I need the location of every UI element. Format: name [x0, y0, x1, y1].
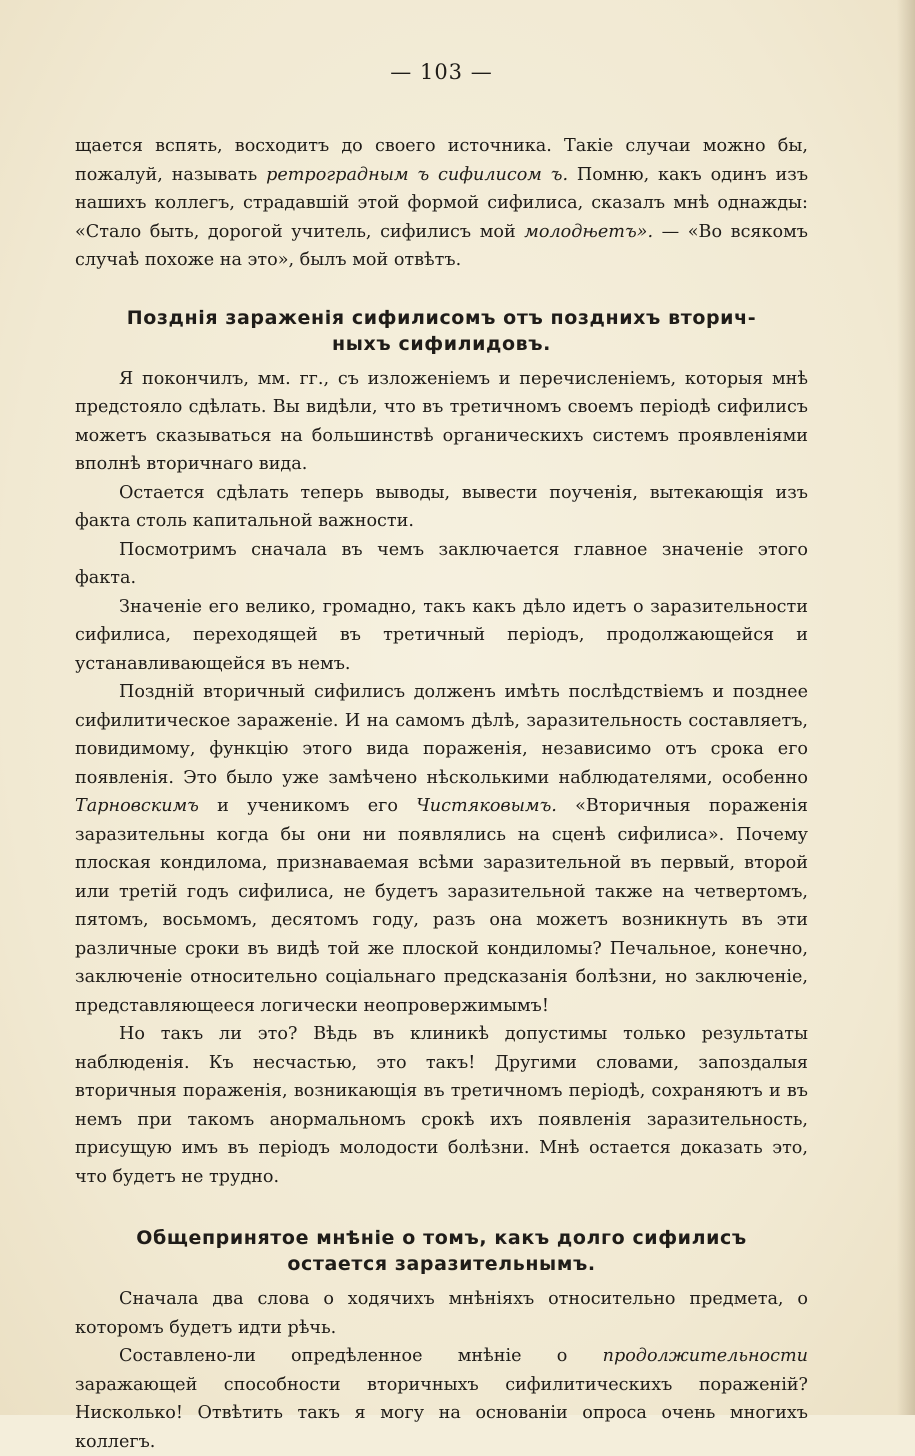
opening-text-2: Помню, какъ одинъ изъ нашихъ коллегъ, страдавшій этой формой сифилиса, сказалъ мнѣ однажды: «Стало быть, дорогой учитель, сифилисъ мой — [75, 164, 809, 242]
paragraph-5 — [75, 678, 808, 1020]
paragraph-7: Сначала два слова о ходячихъ мнѣніяхъ относительно предмета, о которомъ будетъ идти рѣчь. — [75, 1289, 808, 1338]
paragraph-3: Посмотримъ сначала въ чемъ заключается главное значеніе этого факта. — [75, 539, 808, 588]
paragraph-1: Я покончилъ, мм. гг., съ изложеніемъ и перечисленіемъ, которыя мнѣ предстояло сдѣлать. Вы видѣли, что въ третичномъ своемъ періодѣ сифилисъ можетъ сказываться на большинствѣ органическихъ системъ проявленіями вполнѣ вторичнаго вида. — [75, 368, 808, 474]
paragraph-8-text-1: Составлено-ли опредѣленное мнѣніе о — [119, 1346, 603, 1366]
author-name-chistyakov: Чистяковымъ. — [416, 796, 557, 816]
section-heading-late-infection — [75, 305, 808, 357]
section-heading-line-1: Позднія зараженія сифилисомъ отъ позднихъ вторич- — [126, 306, 757, 329]
opening-text-1: щается вспять, восходитъ до своего источника. Такіе случаи можно бы, пожалуй, называть — [75, 136, 808, 185]
opening-italic-term-1: ретроградным ъ сифилисом ъ. — [266, 164, 569, 185]
section-heading-common-opinion — [75, 1225, 808, 1277]
opening-text-3: — «Во всякомъ случаѣ похоже на это», былъ мой отвѣтъ. — [75, 221, 808, 270]
paragraph-4: Значеніе его велико, громадно, такъ какъ дѣло идетъ о заразительности сифилиса, переходящей въ третичный періодъ, продолжающейся и устанавливающейся въ немъ. — [75, 596, 808, 674]
paragraph-5-text-1: Поздній вторичный сифилисъ долженъ имѣть послѣдствіемъ и позднее сифилитическое зараженіе. И на самомъ дѣлѣ, заразительность составляетъ, повидимому, функцію этого вида пораженія, независимо отъ срока его появленія. Это было уже замѣчено нѣсколькими наблюдателями, особенно — [75, 682, 808, 788]
paragraph-6: Но такъ ли это? Вѣдь въ клиникѣ допустимы только результаты наблюденія. Къ несчастью, это такъ! Другими словами, запоздалыя вторичныя пораженія, возникающія въ третичномъ періодѣ, сохраняютъ и въ немъ при такомъ анормальномъ срокѣ ихъ появленія заразительность, присущую имъ въ періодъ молодости болѣзни. Мнѣ остается доказать это, что будетъ не трудно. — [75, 1024, 808, 1187]
section-heading-line-2: остается заразительнымъ. — [287, 1253, 596, 1275]
opening-italic-term-2: молодњетъ». — [524, 221, 654, 242]
paragraph-5-text-2: и ученикомъ его — [198, 796, 417, 816]
paragraph-2: Остается сдѣлать теперь выводы, вывести поученія, вытекающія изъ факта столь капитальной важности. — [75, 482, 808, 531]
opening-paragraph — [75, 132, 808, 275]
paragraph-8 — [75, 1342, 808, 1456]
italic-term-duration: продолжительности — [602, 1346, 808, 1366]
author-name-tarnovsky: Тарновскимъ — [75, 796, 199, 816]
paragraph-8-text-2: заражающей способности вторичныхъ сифилитическихъ пораженій? Нисколько! Отвѣтить такъ я могу на основаніи опроса очень многихъ коллегъ. — [75, 1374, 808, 1452]
section-heading-line-2: ныхъ сифилидовъ. — [332, 332, 551, 355]
section-heading-line-1: Общепринятое мнѣніе о томъ, какъ долго сифилисъ — [136, 1227, 747, 1249]
page-number: — 103 — — [390, 60, 493, 84]
paragraph-5-text-3: «Вторичныя пораженія заразительны когда бы они ни появлялись на сценѣ сифилиса». Почему плоская кондилома, признаваемая всѣми заразительной въ первый, второй или третій годъ сифилиса, не будетъ заразительной также на четвертомъ, пятомъ, восьмомъ, десятомъ году, разъ она можетъ возникнуть въ эти различные сроки въ видѣ той же плоской кондиломы? Печальное, конечно, заключеніе относительно соціальнаго предсказанія болѣзни, но заключеніе, представляющееся логически неопровержимымъ! — [75, 796, 808, 1016]
